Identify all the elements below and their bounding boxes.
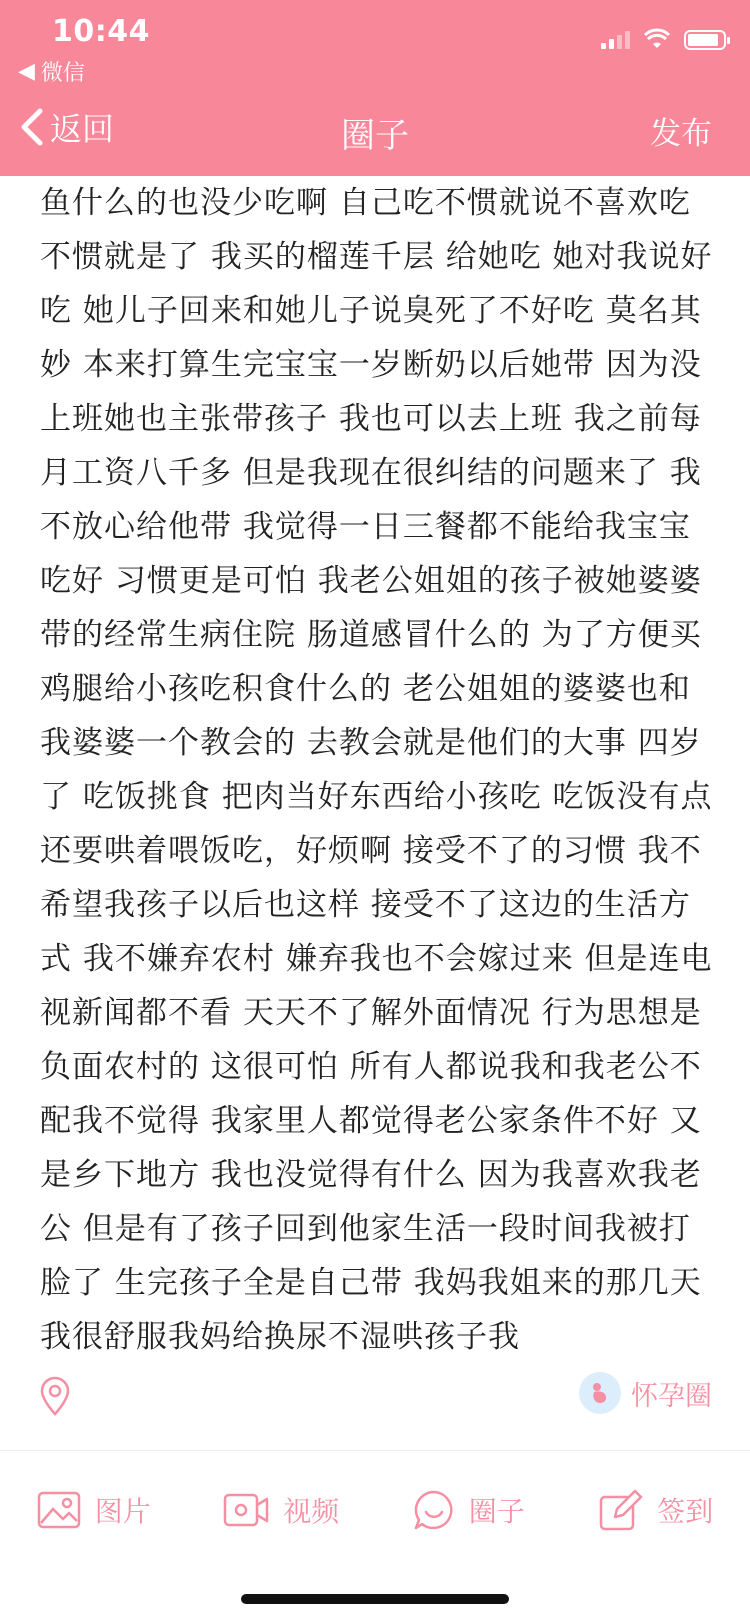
divider — [0, 1450, 750, 1451]
top-header — [0, 0, 750, 176]
toolbar-circle-button[interactable] — [375, 1470, 563, 1550]
small-back-triangle-icon: ◀ — [18, 59, 35, 84]
pregnant-belly-icon — [579, 1372, 621, 1414]
toolbar-checkin-label: 签到 — [657, 1495, 714, 1528]
location-tag-row — [0, 1368, 750, 1448]
battery-icon — [684, 30, 726, 50]
image-icon — [37, 1491, 81, 1529]
page-title: 圈子 — [341, 116, 409, 156]
circle-chat-icon — [413, 1489, 455, 1531]
location-pin-icon[interactable] — [38, 1376, 72, 1416]
wifi-icon — [644, 30, 670, 50]
status-back-to-wechat[interactable] — [18, 56, 85, 87]
toolbar-circle-label: 圈子 — [468, 1495, 525, 1528]
status-time: 10:44 — [52, 14, 150, 49]
status-indicators — [601, 30, 726, 50]
signal-icon — [601, 31, 630, 49]
video-icon — [223, 1491, 269, 1529]
status-back-label: 微信 — [40, 61, 85, 86]
toolbar-image-button[interactable] — [0, 1470, 188, 1550]
circle-tag[interactable] — [579, 1372, 712, 1414]
home-indicator[interactable] — [241, 1594, 509, 1604]
bottom-toolbar — [0, 1470, 750, 1550]
edit-checkin-icon — [599, 1489, 643, 1531]
toolbar-video-label: 视频 — [283, 1495, 340, 1528]
toolbar-video-button[interactable] — [188, 1470, 376, 1550]
post-body-text[interactable]: 鱼什么的也没少吃啊 自己吃不惯就说不喜欢吃不惯就是了 我买的榴莲千层 给她吃 她对我说好吃 她儿子回来和她儿子说臭死了不好吃 莫名其妙 本来打算生完宝宝一岁断奶以后她带 因为没上班她也主张带孩子 我也可以去上班 我之前每月工资八千多 但是我现在很纠结的问题来了 我不放心给他带 我觉得一日三餐都不能给我宝宝吃好 习惯更是可怕 我老公姐姐的孩子被她婆婆带的经常生病住院 肠道感冒什么的 为了方便买鸡腿给小孩吃积食什么的 老公姐姐的婆婆也和我婆婆一个教会的 去教会就是他们的大事 四岁了 吃饭挑食 把肉当好东西给小孩吃 吃饭没有点 还要哄着喂饭吃，好烦啊 接受不了的习惯 我不希望我孩子以后也这样 接受不了这边的生活方式 我不嫌弃农村 嫌弃我也不会嫁过来 但是连电视新闻都不看 天天不了解外面情况 行为思想是负面农村的 这很可怕 所有人都说我和我老公不配我不觉得 我家里人都觉得老公家条件不好 又是乡下地方 我也没觉得有什么 因为我喜欢我老公 但是有了孩子回到他家生活一段时间我被打脸了 生完孩子全是自己带 我妈我姐来的那几天我很舒服我妈给换尿不湿哄孩子我 — [40, 185, 724, 1355]
publish-button[interactable]: 发布 — [650, 116, 712, 152]
circle-tag-label: 怀孕圈 — [631, 1380, 712, 1412]
toolbar-checkin-button[interactable] — [563, 1470, 750, 1550]
back-label: 返回 — [50, 110, 115, 148]
toolbar-image-label: 图片 — [94, 1495, 151, 1528]
